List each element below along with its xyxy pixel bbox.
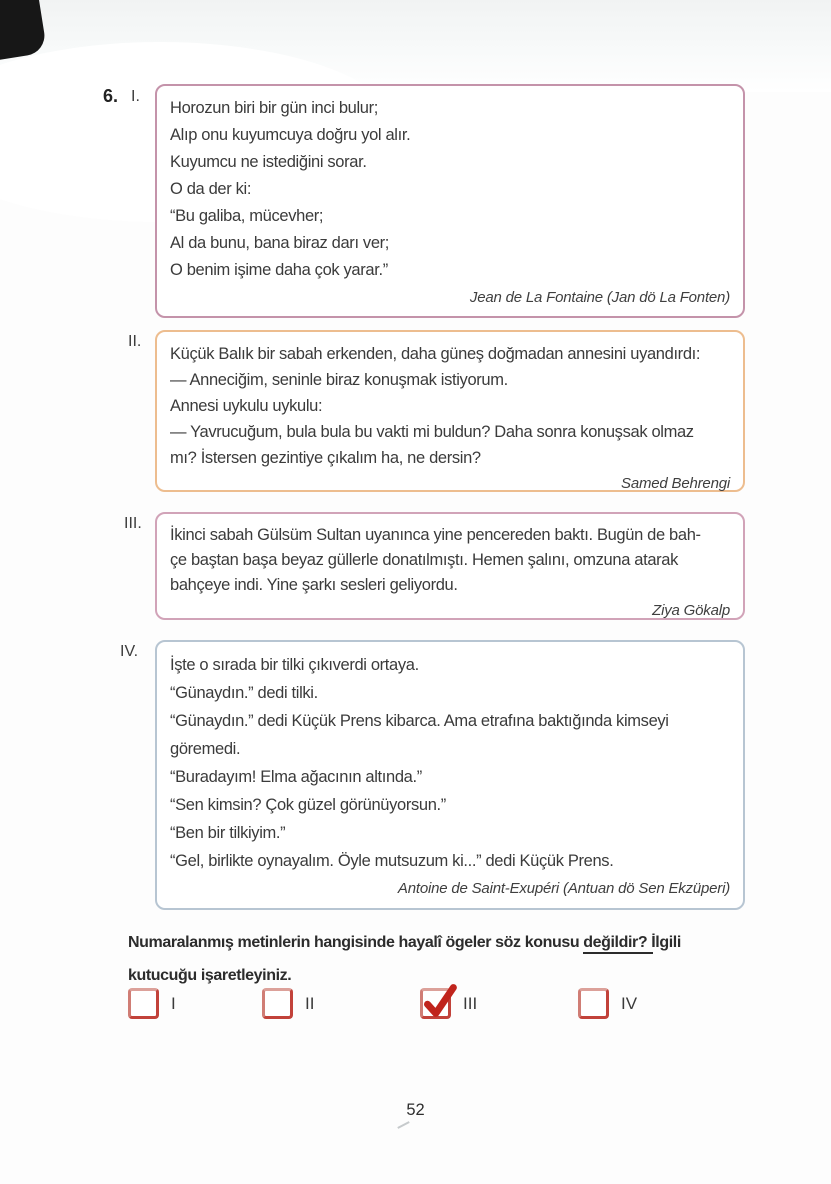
passage-attribution: Ziya Gökalp	[652, 602, 730, 619]
option-2	[262, 988, 314, 1019]
passage-line: Horozun biri bir gün inci bulur;	[170, 99, 378, 117]
passage-line: — Yavrucuğum, bula bula bu vakti mi buldun? Daha sonra konuşsak olmaz	[170, 423, 694, 441]
checkbox-option-3-checked[interactable]	[420, 988, 451, 1019]
passage-attribution: Jean de La Fontaine (Jan dö La Fonten)	[469, 289, 730, 306]
passage-line: bahçeye indi. Yine şarkı sesleri geliyordu.	[170, 576, 458, 594]
question-number: 6.	[103, 86, 119, 106]
passage-line: “Gel, birlikte oynayalım. Öyle mutsuzum ki...” dedi Küçük Prens.	[170, 852, 614, 870]
prompt-text: Numaralanmış metinlerin hangisinde hayalî ögeler söz konusu	[128, 934, 584, 951]
passage-line: Annesi uykulu uykulu:	[170, 397, 323, 415]
prompt-text: ? İlgili	[637, 934, 681, 951]
passage-box-2	[155, 330, 745, 492]
passage-attribution: Samed Behrengi	[621, 475, 730, 492]
checkmark-icon	[421, 982, 458, 1019]
checkbox-option-1[interactable]	[128, 988, 159, 1019]
passage-line: İşte o sırada bir tilki çıkıverdi ortaya.	[170, 656, 419, 674]
passage-numeral-2: II.	[128, 333, 142, 350]
question-prompt-line-1	[128, 926, 750, 959]
option-label-3: III	[463, 993, 478, 1013]
passage-box-1	[155, 84, 745, 318]
option-label-1: I	[171, 993, 176, 1013]
passage-numeral-1: I.	[131, 88, 140, 105]
question-prompt-line-2: kutucuğu işaretleyiniz.	[128, 967, 292, 984]
passage-line: O da der ki:	[170, 180, 252, 198]
option-1	[128, 988, 176, 1019]
passage-box-4	[155, 640, 745, 910]
checkbox-option-4[interactable]	[578, 988, 609, 1019]
passage-line: “Günaydın.” dedi Küçük Prens kibarca. Ama etrafına baktığında kimseyi	[170, 712, 669, 730]
checkbox-option-2[interactable]	[262, 988, 293, 1019]
passage-line: İkinci sabah Gülsüm Sultan uyanınca yine pencereden baktı. Bugün de bah-	[170, 526, 701, 544]
passage-line: Küçük Balık bir sabah erkenden, daha güneş doğmadan annesini uyandırdı:	[170, 345, 701, 363]
passage-line: “Sen kimsin? Çok güzel görünüyorsun.”	[170, 796, 446, 814]
passage-line: “Ben bir tilkiyim.”	[170, 824, 286, 842]
passage-attribution: Antoine de Saint-Exupéri (Antuan dö Sen Ekzüperi)	[397, 880, 730, 897]
passage-line: — Anneciğim, seninle biraz konuşmak istiyorum.	[170, 371, 508, 389]
option-label-4: IV	[621, 993, 638, 1013]
passage-line: “Buradayım! Elma ağacının altında.”	[170, 768, 422, 786]
passage-line: “Günaydın.” dedi tilki.	[170, 684, 318, 702]
passage-line: Alıp onu kuyumcuya doğru yol alır.	[170, 126, 411, 144]
passage-line: mı? İstersen gezintiye çıkalım ha, ne dersin?	[170, 449, 481, 467]
passage-line: “Bu galiba, mücevher;	[170, 207, 324, 225]
option-3	[420, 988, 477, 1019]
passage-line: göremedi.	[170, 740, 241, 758]
passage-numeral-4: IV.	[120, 643, 139, 660]
option-4	[578, 988, 637, 1019]
prompt-underlined-word: değildir	[583, 934, 653, 954]
option-label-2: II	[305, 993, 315, 1013]
passage-numeral-3: III.	[124, 515, 142, 532]
passage-line: Al da bunu, bana biraz darı ver;	[170, 234, 390, 252]
passage-line: Kuyumcu ne istediğini sorar.	[170, 153, 367, 171]
passage-line: çe baştan başa beyaz güllerle donatılmıştı. Hemen şalını, omzuna atarak	[170, 551, 679, 569]
passage-line: O benim işime daha çok yarar.”	[170, 261, 388, 279]
scan-mark-artifact	[397, 1121, 409, 1129]
passage-box-3	[155, 512, 745, 620]
page-number: 52	[406, 1101, 425, 1119]
